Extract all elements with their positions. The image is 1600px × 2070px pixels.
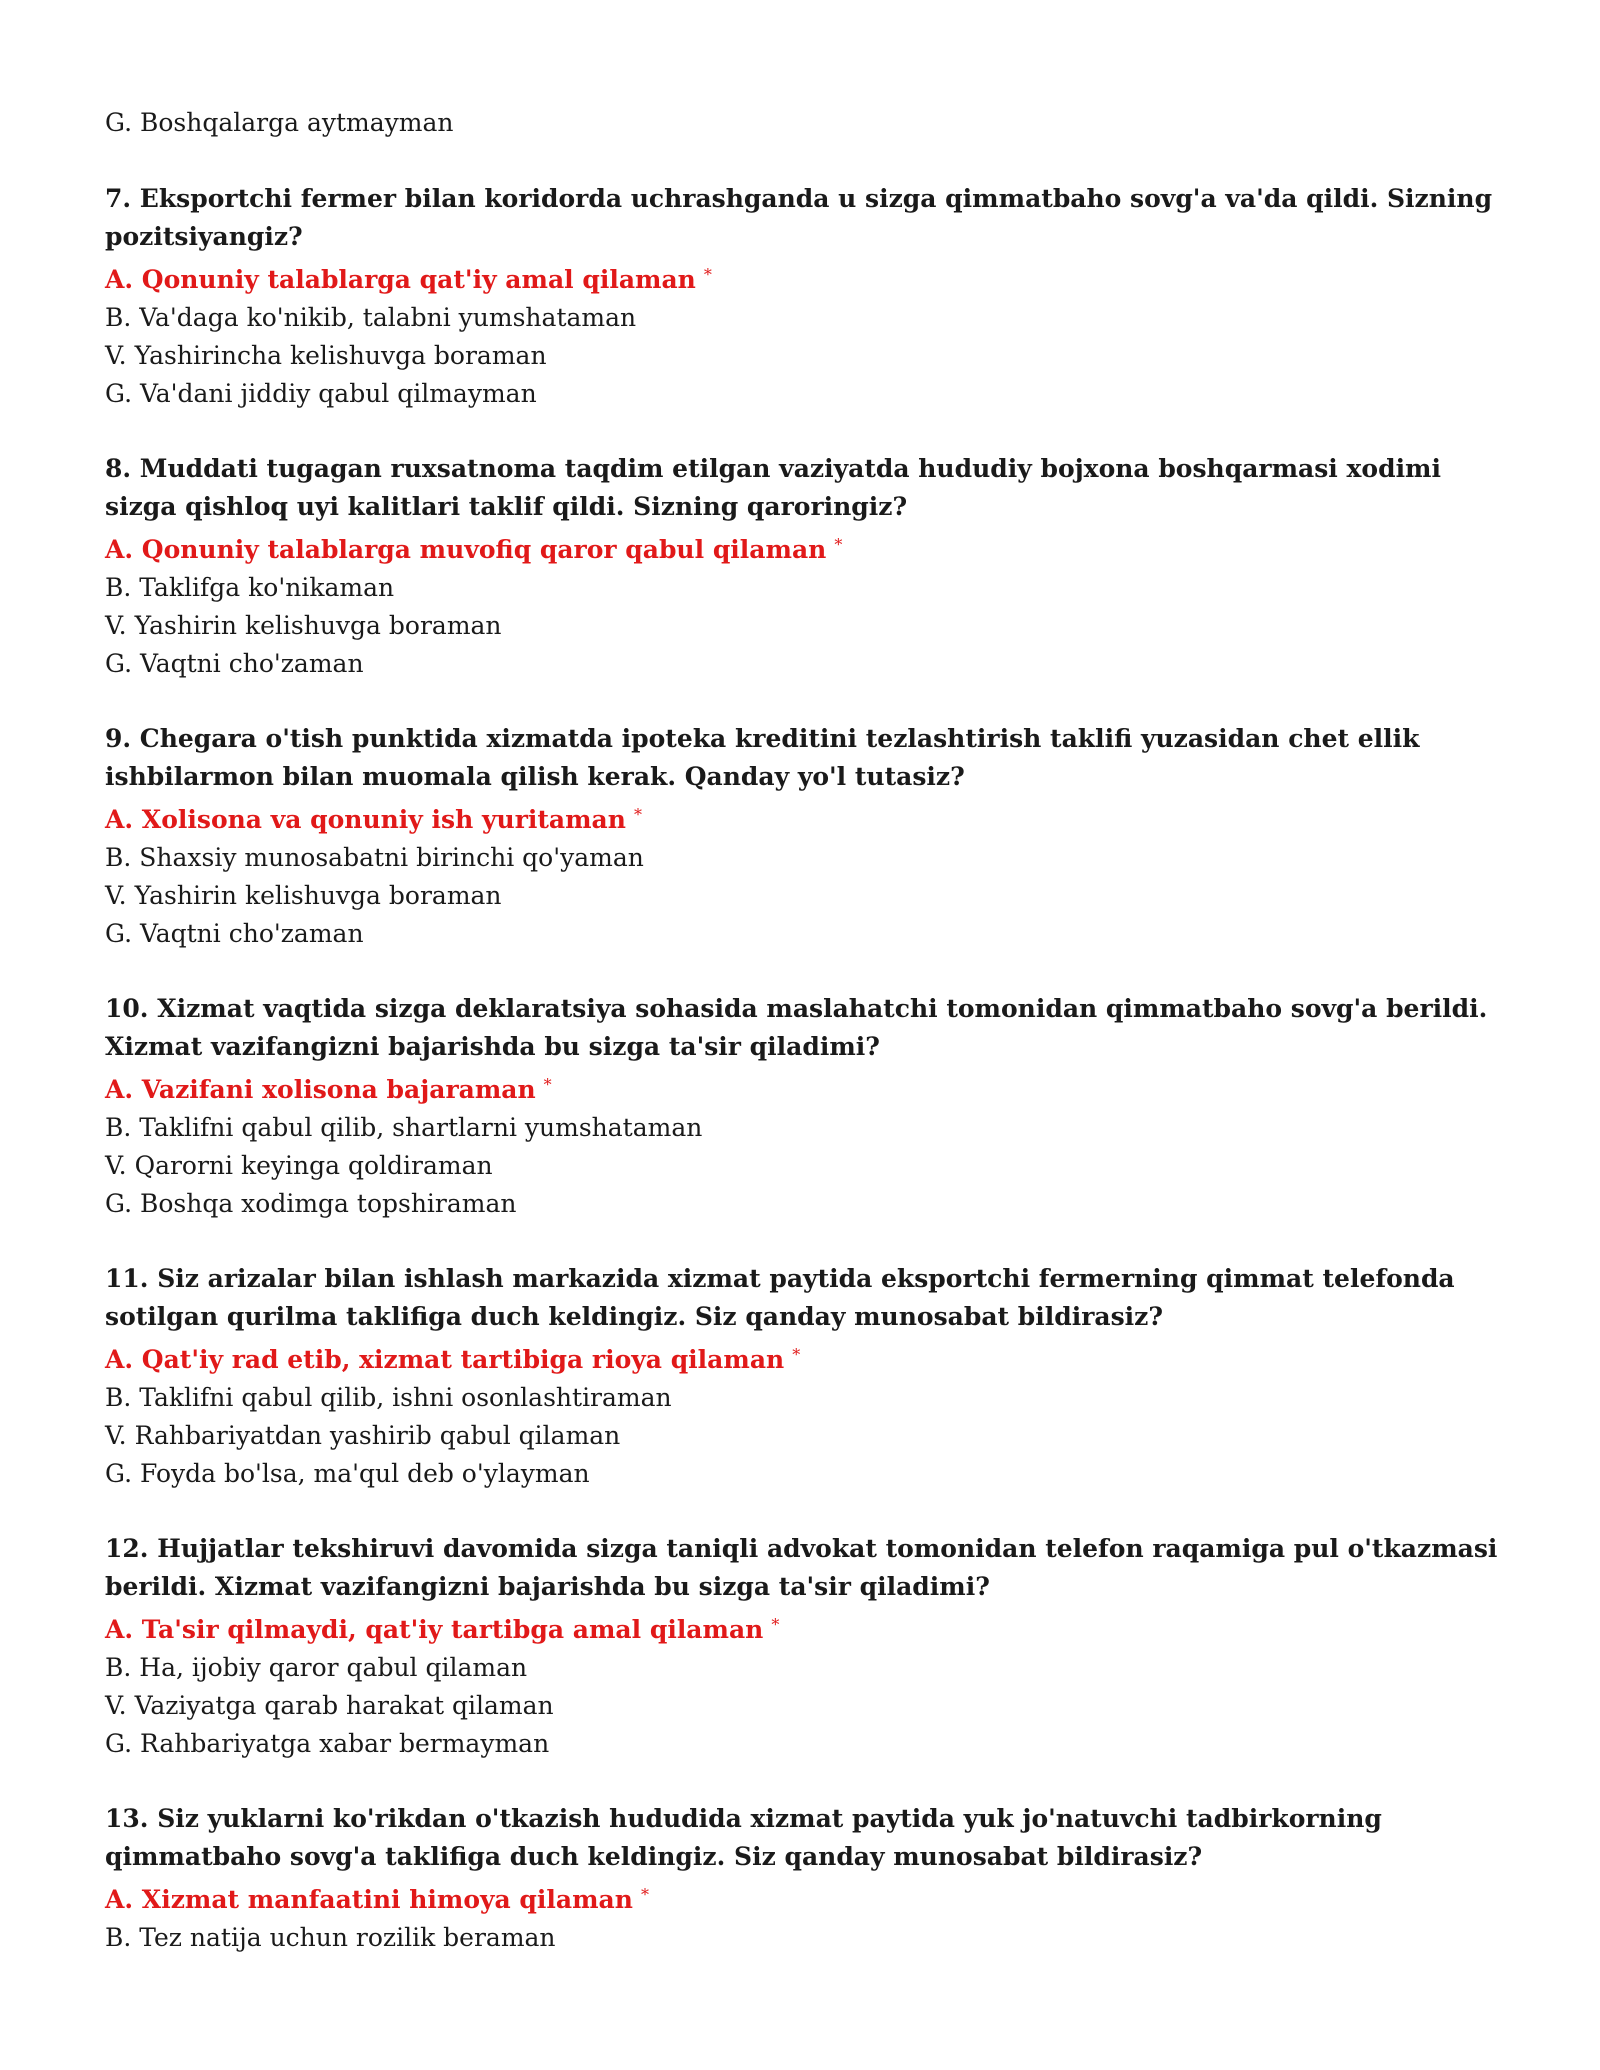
correct-marker: * <box>834 535 843 554</box>
option-label: G. Vaqtni cho'zaman <box>105 919 364 948</box>
correct-marker: * <box>771 1615 780 1634</box>
answer-option <box>105 877 1505 915</box>
option-label: B. Taklifga ko'nikaman <box>105 573 395 602</box>
option-label: A. Xizmat manfaatini himoya qilaman <box>105 1885 633 1914</box>
option-label: G. Va'dani jiddiy qabul qilmayman <box>105 379 537 408</box>
answer-option <box>105 1919 1505 1957</box>
correct-marker: * <box>543 1075 552 1094</box>
question-list <box>105 180 1505 1994</box>
question-block <box>105 1800 1505 1957</box>
question-block <box>105 1530 1505 1763</box>
answer-option <box>105 1649 1505 1687</box>
answer-option <box>105 1455 1505 1493</box>
option-label: V. Yashirin kelishuvga boraman <box>105 611 502 640</box>
correct-marker: * <box>792 1345 801 1364</box>
option-label: A. Qat'iy rad etib, xizmat tartibiga rioya qilaman <box>105 1345 785 1374</box>
option-label: V. Yashirincha kelishuvga boraman <box>105 341 547 370</box>
previous-question-last-option: G. Boshqalarga aytmayman <box>105 108 454 137</box>
answer-option <box>105 1687 1505 1725</box>
answer-option <box>105 299 1505 337</box>
answer-option <box>105 375 1505 413</box>
answer-option <box>105 839 1505 877</box>
answer-option <box>105 1379 1505 1417</box>
option-label: G. Foyda bo'lsa, ma'qul deb o'ylayman <box>105 1459 590 1488</box>
option-label: B. Taklifni qabul qilib, ishni osonlashtiraman <box>105 1383 672 1412</box>
option-label: A. Ta'sir qilmaydi, qat'iy tartibga amal qilaman <box>105 1615 764 1644</box>
question-block <box>105 1260 1505 1493</box>
option-label: V. Yashirin kelishuvga boraman <box>105 881 502 910</box>
option-label: G. Boshqa xodimga topshiraman <box>105 1189 517 1218</box>
answer-option <box>105 569 1505 607</box>
option-label: B. Tez natija uchun rozilik beraman <box>105 1923 556 1952</box>
answer-option <box>105 337 1505 375</box>
question-text: 7. Eksportchi fermer bilan koridorda uchrashganda u sizga qimmatbaho sovg'a va'da qildi. Sizning pozitsiyangiz? <box>105 184 1493 251</box>
option-label: B. Ha, ijobiy qaror qabul qilaman <box>105 1653 528 1682</box>
correct-marker: * <box>703 265 712 284</box>
question-block <box>105 720 1505 953</box>
answer-option <box>105 1185 1505 1223</box>
question-text: 12. Hujjatlar tekshiruvi davomida sizga taniqli advokat tomonidan telefon raqamiga pul o'tkazmasi berildi. Xizmat vazifangizni bajarishda bu sizga ta'sir qiladimi? <box>105 1534 1498 1601</box>
question-block <box>105 450 1505 683</box>
correct-answer-option <box>105 1336 1505 1379</box>
correct-marker: * <box>640 1885 649 1904</box>
option-label: G. Rahbariyatga xabar bermayman <box>105 1729 550 1758</box>
option-label: V. Rahbariyatdan yashirib qabul qilaman <box>105 1421 621 1450</box>
option-label: V. Vaziyatga qarab harakat qilaman <box>105 1691 554 1720</box>
correct-answer-option <box>105 796 1505 839</box>
correct-answer-option <box>105 1606 1505 1649</box>
correct-marker: * <box>633 805 642 824</box>
question-text: 11. Siz arizalar bilan ishlash markazida xizmat paytida eksportchi fermerning qimmat telefonda sotilgan qurilma taklifiga duch keldingiz. Siz qanday munosabat bildirasiz? <box>105 1264 1455 1331</box>
answer-option <box>105 915 1505 953</box>
option-label: B. Va'daga ko'nikib, talabni yumshataman <box>105 303 637 332</box>
option-label: A. Qonuniy talablarga qat'iy amal qilaman <box>105 265 696 294</box>
option-label: G. Vaqtni cho'zaman <box>105 649 364 678</box>
answer-option <box>105 1109 1505 1147</box>
question-text: 13. Siz yuklarni ko'rikdan o'tkazish hududida xizmat paytida yuk jo'natuvchi tadbirkorning qimmatbaho sovg'a taklifiga duch keldingiz. Siz qanday munosabat bildirasiz? <box>105 1804 1382 1871</box>
answer-option <box>105 607 1505 645</box>
option-label: A. Xolisona va qonuniy ish yuritaman <box>105 805 626 834</box>
option-label: B. Taklifni qabul qilib, shartlarni yumshataman <box>105 1113 703 1142</box>
correct-answer-option <box>105 256 1505 299</box>
option-label: A. Vazifani xolisona bajaraman <box>105 1075 536 1104</box>
answer-option <box>105 645 1505 683</box>
question-block <box>105 990 1505 1223</box>
question-text: 9. Chegara o'tish punktida xizmatda ipoteka kreditini tezlashtirish taklifi yuzasidan chet ellik ishbilarmon bilan muomala qilish kerak. Qanday yo'l tutasiz? <box>105 724 1420 791</box>
question-text: 8. Muddati tugagan ruxsatnoma taqdim etilgan vaziyatda hududiy bojxona boshqarmasi xodimi sizga qishloq uyi kalitlari taklif qildi. Sizning qaroringiz? <box>105 454 1442 521</box>
answer-option <box>105 1725 1505 1763</box>
question-block <box>105 180 1505 413</box>
answer-option <box>105 1147 1505 1185</box>
option-label: A. Qonuniy talablarga muvofiq qaror qabul qilaman <box>105 535 827 564</box>
option-label: V. Qarorni keyinga qoldiraman <box>105 1151 493 1180</box>
correct-answer-option <box>105 1066 1505 1109</box>
question-text: 10. Xizmat vaqtida sizga deklaratsiya sohasida maslahatchi tomonidan qimmatbaho sovg'a berildi. Xizmat vazifangizni bajarishda bu sizga ta'sir qiladimi? <box>105 994 1488 1061</box>
option-label: B. Shaxsiy munosabatni birinchi qo'yaman <box>105 843 644 872</box>
correct-answer-option <box>105 1876 1505 1919</box>
correct-answer-option <box>105 526 1505 569</box>
answer-option <box>105 1417 1505 1455</box>
